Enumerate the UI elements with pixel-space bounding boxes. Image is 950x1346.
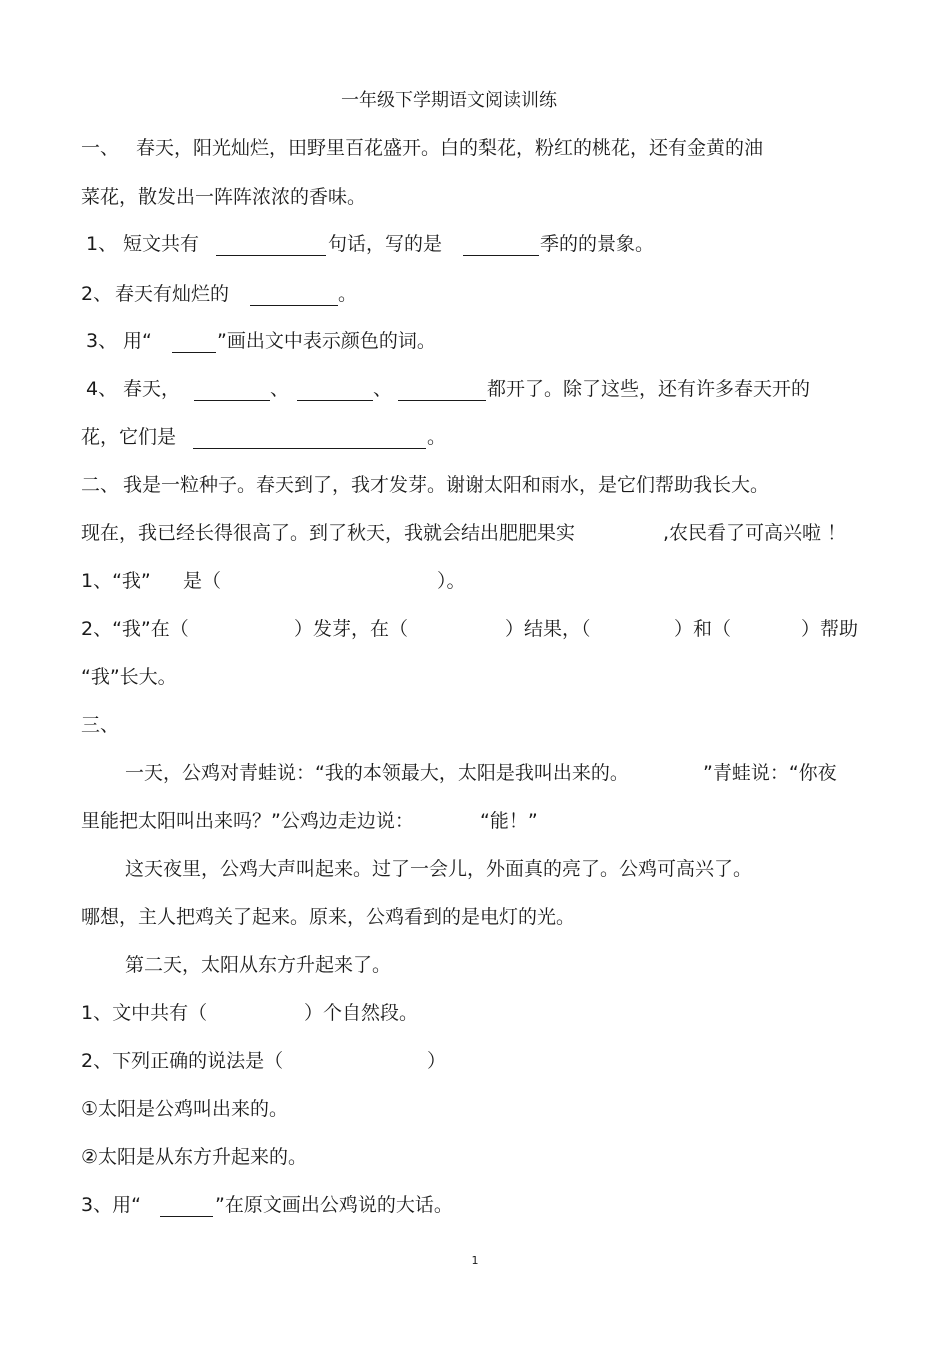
section1-passage-line2: [0, 182, 950, 212]
section2-label: 二、: [81, 474, 120, 496]
s2q2-text-e: ）帮助: [801, 618, 859, 640]
page-title: 一年级下学期语文阅读训练: [341, 90, 557, 111]
answer-blank[interactable]: [216, 255, 326, 256]
section3-question3: [0, 1190, 950, 1220]
section3-option2: [0, 1142, 950, 1172]
section2-passage-line1: [0, 470, 950, 500]
answer-blank[interactable]: [463, 255, 539, 256]
section3-option1: [0, 1094, 950, 1124]
s2q1-text-b: 是（: [183, 570, 222, 592]
section3-paragraph1-line2: [0, 806, 950, 836]
section3-paragraph3-line1: [0, 950, 950, 980]
s3q3-text-b: ”在原文画出公鸡说的大话。: [215, 1194, 453, 1216]
answer-blank[interactable]: [172, 352, 216, 353]
s1q4-text-c: 花，它们是: [81, 426, 177, 448]
s3-p1-text1a: 一天，公鸡对青蛙说：“我的本领最大，太阳是我叫出来的。: [125, 762, 629, 784]
s3q3-text-a: 3、用“: [81, 1194, 141, 1216]
section1-passage-text2: 菜花，散发出一阵阵浓浓的香味。: [81, 186, 367, 208]
section1-question4-line2: [0, 422, 950, 452]
section3-paragraph1-line1: [0, 758, 950, 788]
s1q3-text-a: 用“: [123, 330, 152, 352]
s1q4-text-a: 春天，: [123, 378, 181, 400]
s1q4-text-d: 。: [427, 426, 447, 448]
section1-question3: [0, 326, 950, 356]
section1-question2: [0, 279, 950, 309]
s2q2-text-f: “我”长大。: [81, 666, 177, 688]
s3-p1-text2b: “能！”: [480, 810, 538, 832]
answer-blank[interactable]: [398, 400, 486, 401]
page-number: 1: [471, 1254, 479, 1267]
s1q4-number: 4、: [86, 378, 118, 400]
s1q3-number: 3、: [86, 330, 118, 352]
s3q1-text-b: ）个自然段。: [304, 1002, 419, 1024]
s3-p1-text2a: 里能把太阳叫出来吗？”公鸡边走边说：: [81, 810, 414, 832]
s1q4-text-b: 都开了。除了这些，还有许多春天开的: [487, 378, 811, 400]
section2-question2-line2: [0, 662, 950, 692]
s1q2-text-b: 。: [338, 283, 358, 305]
s2q2-text-b: ）发芽，在（: [294, 618, 409, 640]
s1q1-text-c: 季的的景象。: [540, 233, 655, 255]
s3-option2-text: ②太阳是从东方升起来的。: [81, 1146, 308, 1168]
section2-passage-line2: [0, 518, 950, 548]
s3q2-text-a: 2、下列正确的说法是（: [81, 1050, 284, 1072]
section3-label: 三、: [81, 714, 120, 736]
s2q2-text-c: ）结果，（: [505, 618, 591, 640]
section1-passage-line1: [0, 133, 950, 163]
section3-paragraph2-line1: [0, 854, 950, 884]
section1-question4-line1: [0, 374, 950, 404]
answer-blank[interactable]: [250, 305, 338, 306]
s3q2-text-b: ）: [427, 1050, 447, 1072]
s1q2-number: 2、: [81, 283, 113, 305]
section2-question2-line1: [0, 614, 950, 644]
section3-question1: [0, 998, 950, 1028]
answer-blank[interactable]: [194, 400, 270, 401]
s2q2-text-a: 2、“我”在（: [81, 618, 189, 640]
section3-label-line: [0, 710, 950, 740]
section3-paragraph2-line2: [0, 902, 950, 932]
page-title-line: [0, 86, 950, 116]
s3-p3-text1: 第二天，太阳从东方升起来了。: [125, 954, 392, 976]
s2q1-text-c: ）。: [437, 570, 466, 592]
s3-p1-text1b: ”青蛙说：“你夜: [703, 762, 837, 784]
s1q3-text-b: ”画出文中表示颜色的词。: [217, 330, 436, 352]
section1-question1: [0, 229, 950, 259]
s3-option1-text: ①太阳是公鸡叫出来的。: [81, 1098, 289, 1120]
section2-passage-text2a: 现在，我已经长得很高了。到了秋天，我就会结出肥肥果实: [81, 522, 576, 544]
s2q2-text-d: ）和（: [674, 618, 732, 640]
s3q1-text-a: 1、文中共有（: [81, 1002, 208, 1024]
section1-label: 一、: [81, 137, 120, 159]
s3-p2-text2: 哪想，主人把鸡关了起来。原来，公鸡看到的是电灯的光。: [81, 906, 576, 928]
section2-passage-text2b: ,农民看了可高兴啦 ！: [663, 522, 847, 544]
s1q1-text-b: 句话，写的是: [328, 233, 443, 255]
s2q1-text-a: 1、“我”: [81, 570, 151, 592]
section2-passage-text1: 我是一粒种子。春天到了，我才发芽。谢谢太阳和雨水，是它们帮助我长大。: [123, 474, 770, 496]
s3-p2-text1: 这天夜里，公鸡大声叫起来。过了一会儿，外面真的亮了。公鸡可高兴了。: [125, 858, 753, 880]
s1q2-text-a: 春天有灿烂的: [115, 283, 230, 305]
section1-passage-text1: 春天，阳光灿烂，田野里百花盛开。白的梨花，粉红的桃花，还有金黄的油: [136, 137, 764, 159]
s1q4-sep2: 、: [373, 378, 393, 400]
section2-question1: [0, 566, 950, 596]
s1q1-text-a: 短文共有: [123, 233, 200, 255]
answer-blank[interactable]: [297, 400, 373, 401]
answer-blank[interactable]: [160, 1216, 213, 1217]
section3-question2: [0, 1046, 950, 1076]
s1q1-number: 1、: [86, 233, 118, 255]
answer-blank[interactable]: [193, 448, 426, 449]
s1q4-sep1: 、: [270, 378, 290, 400]
